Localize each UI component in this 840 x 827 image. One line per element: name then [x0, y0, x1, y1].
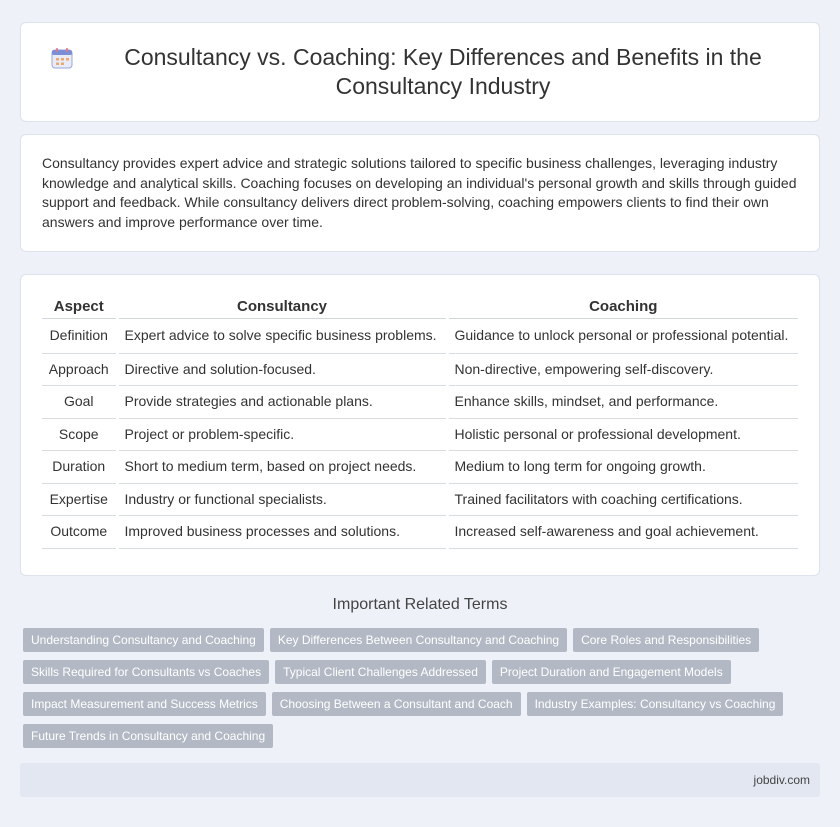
- header-coaching: Coaching: [447, 293, 798, 319]
- header-card: [20, 22, 820, 122]
- cell-aspect: Expertise: [42, 483, 117, 516]
- table-header-row: [42, 293, 798, 319]
- cell-consultancy: Short to medium term, based on project needs.: [117, 451, 447, 484]
- cell-aspect: Duration: [42, 451, 117, 484]
- comparison-table-card: [20, 274, 820, 576]
- related-term-tag[interactable]: Understanding Consultancy and Coaching: [23, 628, 264, 652]
- cell-consultancy: Expert advice to solve specific business problems.: [117, 319, 447, 354]
- cell-consultancy: Project or problem-specific.: [117, 418, 447, 451]
- cell-aspect: Scope: [42, 418, 117, 451]
- related-term-tag[interactable]: Future Trends in Consultancy and Coaching: [23, 724, 273, 748]
- title-wrap: [21, 23, 819, 121]
- cell-coaching: Guidance to unlock personal or professional potential.: [447, 319, 798, 354]
- cell-coaching: Increased self-awareness and goal achievement.: [447, 516, 798, 549]
- cell-coaching: Medium to long term for ongoing growth.: [447, 451, 798, 484]
- related-term-tag[interactable]: Industry Examples: Consultancy vs Coaching: [527, 692, 784, 716]
- cell-consultancy: Improved business processes and solutions.: [117, 516, 447, 549]
- related-term-tag[interactable]: Choosing Between a Consultant and Coach: [272, 692, 521, 716]
- intro-card: [20, 134, 820, 252]
- cell-consultancy: Industry or functional specialists.: [117, 483, 447, 516]
- footer-site-link[interactable]: jobdiv.com: [753, 773, 810, 787]
- cell-consultancy: Directive and solution-focused.: [117, 353, 447, 386]
- header-consultancy: Consultancy: [117, 293, 447, 319]
- related-term-tag[interactable]: Project Duration and Engagement Models: [492, 660, 731, 684]
- page-title: Consultancy vs. Coaching: Key Differences and Benefits in the Consultancy Industry: [124, 44, 762, 99]
- cell-aspect: Definition: [42, 319, 117, 354]
- cell-coaching: Trained facilitators with coaching certifications.: [447, 483, 798, 516]
- related-term-tag[interactable]: Impact Measurement and Success Metrics: [23, 692, 266, 716]
- table-row: [42, 516, 798, 549]
- related-terms-title: Important Related Terms: [332, 596, 508, 613]
- cell-coaching: Holistic personal or professional development.: [447, 418, 798, 451]
- related-term-tag[interactable]: Core Roles and Responsibilities: [573, 628, 759, 652]
- cell-aspect: Goal: [42, 386, 117, 419]
- table-row: [42, 483, 798, 516]
- table-row: [42, 386, 798, 419]
- calendar-icon: [51, 47, 73, 69]
- cell-consultancy: Provide strategies and actionable plans.: [117, 386, 447, 419]
- comparison-table: [42, 293, 798, 549]
- header-aspect: Aspect: [42, 293, 117, 319]
- footer: [20, 763, 820, 797]
- related-terms-list: [23, 628, 823, 756]
- table-row: [42, 418, 798, 451]
- cell-coaching: Non-directive, empowering self-discovery.: [447, 353, 798, 386]
- related-term-tag[interactable]: Typical Client Challenges Addressed: [275, 660, 486, 684]
- intro-text: Consultancy provides expert advice and strategic solutions tailored to specific business challenges, leveraging industry knowledge and analytical skills. Coaching focuses on developing an individual's personal growth and skills through guided support and feedback. While consultancy delivers direct problem-solving, coaching empowers clients to find their own answers and improve performance over time.: [42, 155, 797, 230]
- cell-aspect: Approach: [42, 353, 117, 386]
- cell-coaching: Enhance skills, mindset, and performance.: [447, 386, 798, 419]
- related-term-tag[interactable]: Skills Required for Consultants vs Coaches: [23, 660, 269, 684]
- cell-aspect: Outcome: [42, 516, 117, 549]
- table-row: [42, 319, 798, 354]
- table-row: [42, 353, 798, 386]
- related-term-tag[interactable]: Key Differences Between Consultancy and Coaching: [270, 628, 567, 652]
- table-row: [42, 451, 798, 484]
